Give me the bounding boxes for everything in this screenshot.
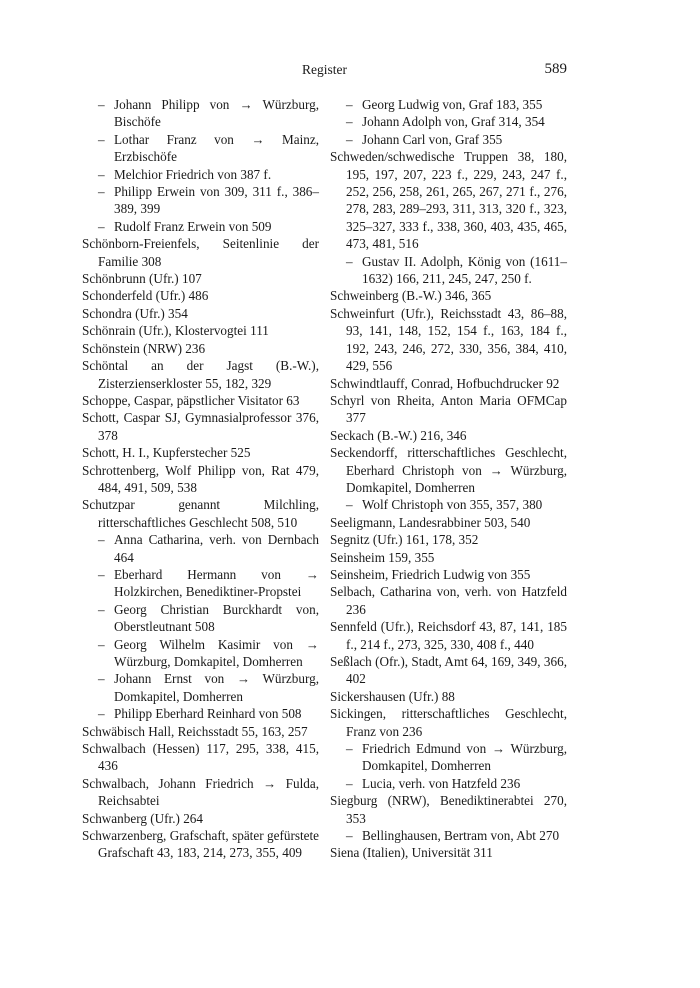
entry-text: Schonderfeld (Ufr.) 486	[82, 288, 209, 304]
index-entry	[330, 583, 567, 618]
entry-text: Seckach (B.-W.) 216, 346	[330, 427, 467, 443]
entry-text: Johann Philipp von → Würzburg, Bischöfe	[114, 97, 319, 130]
index-entry	[330, 514, 567, 531]
entry-text: Schrottenberg, Wolf Philipp von, Rat 479, 484, 491, 509, 538	[82, 462, 319, 495]
entry-text: Schwarzenberg, Grafschaft, später gefürstete Grafschaft 43, 183, 214, 273, 355, 409	[82, 828, 319, 861]
entry-text: Seinsheim 159, 355	[330, 549, 435, 565]
subentry-dash: –	[346, 97, 353, 112]
index-entry	[82, 357, 319, 392]
subentry-dash: –	[98, 97, 105, 112]
index-subentry	[82, 636, 319, 671]
entry-text: Schweinfurt (Ufr.), Reichsstadt 43, 86–88, 93, 141, 148, 152, 154 f., 163, 184 f., 192, 243, 246, 272, 330, 356, 384, 410, 429, 556	[330, 305, 567, 374]
entry-text: Schwindtlauff, Conrad, Hofbuchdrucker 92	[330, 375, 560, 391]
running-title: Register	[302, 62, 347, 77]
entry-text: Schwanberg (Ufr.) 264	[82, 810, 203, 826]
entry-text: Seßlach (Ofr.), Stadt, Amt 64, 169, 349, 366, 402	[330, 654, 567, 687]
entry-text: Johann Adolph von, Graf 314, 354	[362, 114, 545, 130]
subentry-dash: –	[346, 497, 353, 513]
index-subentry	[82, 566, 319, 601]
index-column-left	[82, 96, 319, 862]
entry-text: Seckendorff, ritterschaftliches Geschlecht, Eberhard Christoph von → Würzburg, Domkapitel, Domherren	[330, 445, 567, 495]
entry-text: Philipp Erwein von 309, 311 f., 386–389, 399	[114, 184, 319, 217]
index-entry	[330, 287, 567, 304]
entry-text: Lucia, verh. von Hatzfeld 236	[362, 775, 521, 791]
index-subentry	[330, 496, 567, 513]
index-subentry	[330, 740, 567, 775]
index-subentry	[82, 131, 319, 166]
entry-text: Georg Christian Burckhardt von, Oberstleutnant 508	[114, 601, 319, 635]
index-subentry	[330, 775, 567, 792]
index-entry	[82, 340, 319, 357]
entry-text: Melchior Friedrich von 387 f.	[114, 166, 272, 182]
entry-text: Seeligmann, Landesrabbiner 503, 540	[330, 514, 531, 530]
entry-text: Georg Ludwig von, Graf 183, 355	[362, 97, 543, 112]
page-header	[82, 62, 567, 82]
entry-text: Schweden/schwedische Truppen 38, 180, 195, 197, 207, 223 f., 229, 243, 247 f., 252, 256, 258, 261, 265, 267, 271 f., 276, 278, 283, 289–293, 311, 313, 320 f., 323, 325–327, 333 f., 338, 360, 403, 435, 465, 473, 481, 516	[330, 149, 567, 252]
index-entry	[82, 775, 319, 810]
index-entry	[82, 827, 319, 862]
entry-text: Schott, H. I., Kupferstecher 525	[82, 445, 251, 461]
index-entry	[82, 409, 319, 444]
entry-text: Schwalbach, Johann Friedrich → Fulda, Reichsabtei	[82, 775, 319, 809]
entry-text: Schönrain (Ufr.), Klostervogtei 111	[82, 323, 269, 339]
subentry-dash: –	[346, 131, 353, 147]
subentry-dash: –	[98, 166, 105, 182]
index-entry	[330, 688, 567, 705]
index-entry	[82, 723, 319, 740]
index-entry	[82, 305, 319, 322]
entry-text: Georg Wilhelm Kasimir von → Würzburg, Domkapitel, Domherren	[114, 636, 319, 669]
page-number: 589	[544, 61, 567, 77]
entry-text: Sickingen, ritterschaftliches Geschlecht, Franz von 236	[330, 706, 567, 739]
subentry-dash: –	[98, 532, 105, 548]
entry-text: Friedrich Edmund von → Würzburg, Domkapitel, Domherren	[362, 741, 567, 774]
index-entry	[330, 392, 567, 427]
index-subentry	[330, 113, 567, 130]
index-entry	[82, 287, 319, 304]
index-entry	[82, 810, 319, 827]
index-subentry	[330, 827, 567, 844]
entry-text: Schwalbach (Hessen) 117, 295, 338, 415, 436	[82, 741, 319, 774]
entry-text: Siena (Italien), Universität 311	[330, 845, 493, 861]
index-entry	[82, 392, 319, 409]
entry-text: Rudolf Franz Erwein von 509	[114, 218, 272, 234]
subentry-dash: –	[346, 253, 353, 269]
subentry-dash: –	[98, 671, 105, 687]
index-entry	[330, 844, 567, 861]
subentry-dash: –	[346, 114, 353, 130]
index-entry	[330, 566, 567, 583]
entry-text: Schutzpar genannt Milchling, ritterschaftliches Geschlecht 508, 510	[82, 497, 319, 530]
index-subentry	[330, 131, 567, 148]
entry-text: Gustav II. Adolph, König von (1611–1632) 166, 211, 245, 247, 250 f.	[362, 253, 567, 287]
entry-text: Schwäbisch Hall, Reichsstadt 55, 163, 257	[82, 723, 308, 739]
entry-text: Johann Ernst von → Würzburg, Domkapitel, Domherren	[114, 671, 319, 704]
index-entry	[330, 305, 567, 375]
subentry-dash: –	[346, 775, 353, 791]
index-entry	[330, 653, 567, 688]
index-subentry	[82, 96, 319, 131]
index-entry	[82, 444, 319, 461]
entry-text: Eberhard Hermann von → Holzkirchen, Benediktiner-Propstei	[114, 566, 319, 600]
subentry-dash: –	[98, 636, 105, 652]
entry-text: Philipp Eberhard Reinhard von 508	[114, 706, 302, 722]
index-subentry	[82, 218, 319, 235]
index-entry	[330, 148, 567, 252]
subentry-dash: –	[346, 741, 353, 757]
entry-text: Anna Catharina, verh. von Dernbach 464	[114, 532, 319, 565]
entry-text: Schyrl von Rheita, Anton Maria OFMCap 377	[330, 392, 567, 426]
index-entry	[330, 549, 567, 566]
entry-text: Schönstein (NRW) 236	[82, 340, 206, 356]
index-entry	[330, 427, 567, 444]
entry-text: Lothar Franz von → Mainz, Erzbischöfe	[114, 131, 319, 165]
entry-text: Johann Carl von, Graf 355	[362, 131, 503, 147]
index-entry	[330, 618, 567, 653]
entry-text: Seinsheim, Friedrich Ludwig von 355	[330, 566, 531, 582]
entry-text: Schönborn-Freienfels, Seitenlinie der Familie 308	[82, 236, 319, 269]
index-entry	[330, 531, 567, 548]
index-subentry	[82, 601, 319, 636]
index-subentry	[82, 705, 319, 722]
entry-text: Siegburg (NRW), Benediktinerabtei 270, 353	[330, 793, 567, 826]
index-entry	[330, 375, 567, 392]
index-subentry	[82, 166, 319, 183]
index-subentry	[330, 96, 567, 113]
subentry-dash: –	[98, 184, 105, 200]
index-subentry	[330, 253, 567, 288]
index-entry	[82, 235, 319, 270]
subentry-dash: –	[98, 601, 105, 617]
subentry-dash: –	[346, 828, 353, 844]
subentry-dash: –	[98, 218, 105, 234]
entry-text: Schondra (Ufr.) 354	[82, 305, 188, 321]
index-subentry	[82, 531, 319, 566]
entry-text: Bellinghausen, Bertram von, Abt 270	[362, 828, 560, 844]
entry-text: Schönbrunn (Ufr.) 107	[82, 271, 202, 287]
entry-text: Schoppe, Caspar, päpstlicher Visitator 63	[82, 392, 300, 408]
index-entry	[330, 792, 567, 827]
index-entry	[82, 496, 319, 531]
entry-text: Schweinberg (B.-W.) 346, 365	[330, 288, 492, 304]
entry-text: Segnitz (Ufr.) 161, 178, 352	[330, 532, 479, 548]
subentry-dash: –	[98, 131, 105, 147]
entry-text: Sennfeld (Ufr.), Reichsdorf 43, 87, 141, 185 f., 214 f., 273, 325, 330, 408 f., 440	[330, 619, 567, 652]
entry-text: Schott, Caspar SJ, Gymnasialprofessor 376, 378	[82, 410, 319, 443]
index-entry	[82, 270, 319, 287]
entry-text: Selbach, Catharina von, verh. von Hatzfeld 236	[330, 584, 567, 617]
entry-text: Sickershausen (Ufr.) 88	[330, 688, 455, 704]
index-entry	[82, 740, 319, 775]
index-subentry	[82, 183, 319, 218]
entry-text: Schöntal an der Jagst (B.-W.), Zisterzienserkloster 55, 182, 329	[82, 358, 319, 391]
index-column-right	[330, 96, 567, 862]
index-entry	[330, 705, 567, 740]
subentry-dash: –	[98, 566, 105, 582]
index-entry	[82, 462, 319, 497]
index-entry	[330, 444, 567, 496]
entry-text: Wolf Christoph von 355, 357, 380	[362, 497, 543, 513]
subentry-dash: –	[98, 706, 105, 722]
index-entry	[82, 322, 319, 339]
index-subentry	[82, 670, 319, 705]
